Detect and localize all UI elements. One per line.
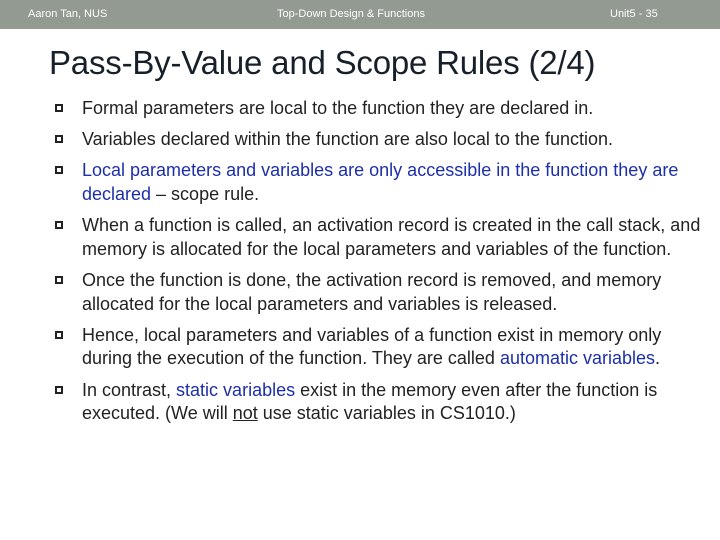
underlined-not: not xyxy=(232,403,258,424)
bullet-text: Variables declared within the function are also local to the function. xyxy=(82,129,613,150)
bullet-text: In contrast, xyxy=(82,379,177,400)
square-bullet-icon xyxy=(55,276,63,284)
header-author: Aaron Tan, NUS xyxy=(28,8,108,20)
bullet-item xyxy=(55,269,705,316)
bullet-text-middle: exist in the memory even after the function is executed. (We will xyxy=(82,379,658,424)
header-topic: Top-Down Design & Functions xyxy=(277,8,425,20)
bullet-text-end: . xyxy=(655,348,661,369)
square-bullet-icon xyxy=(55,166,63,174)
scope-rule-highlight: Local parameters and variables are only accessible in the function they are declared xyxy=(82,160,679,204)
bullet-text: Formal parameters are local to the function they are declared in. xyxy=(82,98,594,118)
square-bullet-icon xyxy=(55,221,63,229)
bullet-item xyxy=(55,97,705,121)
bullet-item xyxy=(55,379,705,426)
bullet-text: Once the function is done, the activation record is removed, and memory allocated for the local parameters and variables is released. xyxy=(82,269,662,314)
square-bullet-icon xyxy=(55,135,63,143)
bullet-text: When a function is called, an activation record is created in the call stack, and memory is allocated for the local parameters and variables of the function. xyxy=(82,215,701,259)
slide-title: Pass-By-Value and Scope Rules (2/4) xyxy=(49,44,596,81)
bullet-item xyxy=(55,159,705,206)
bullet-item xyxy=(55,324,705,371)
static-variables-highlight: static variables xyxy=(176,379,296,400)
bullet-text-end: use static variables in CS1010.) xyxy=(257,403,516,424)
bullet-text: – scope rule. xyxy=(151,183,260,204)
automatic-variables-highlight: automatic variables xyxy=(499,348,656,369)
bullet-item xyxy=(55,214,705,261)
header-slide-number: Unit5 - 35 xyxy=(610,8,658,20)
square-bullet-icon xyxy=(55,331,63,339)
slide-header-bar xyxy=(0,0,720,29)
square-bullet-icon xyxy=(55,104,63,112)
bullet-list xyxy=(55,97,705,426)
bullet-item xyxy=(55,128,705,152)
square-bullet-icon xyxy=(55,386,63,394)
bullet-text: Hence, local parameters and variables of a function exist in memory only during the execution of the function. They are called xyxy=(82,324,662,369)
